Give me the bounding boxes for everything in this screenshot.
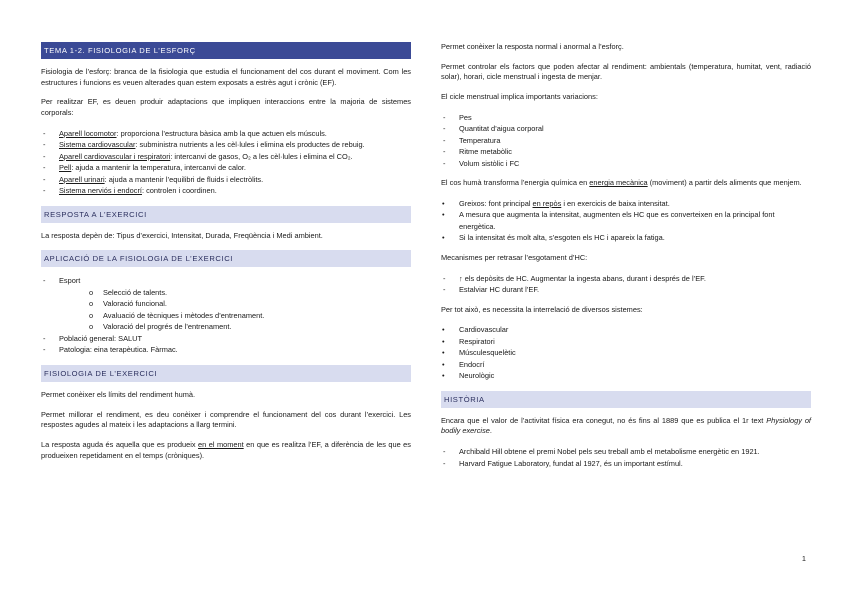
- list-item: - Sistema nerviós i endocrí: controlen i coordinen.: [41, 185, 411, 196]
- paragraph-energy: El cos humà transforma l’energia química en energia mecànica (moviment) a partir dels aliments que menjem.: [441, 178, 802, 188]
- list-item: - Esport o Selecció de talents. o Valoració funcional. o Avaluació de tècniques i mètodes d’entrenament. o Valoració del progrés de l’entrenament.: [41, 275, 411, 332]
- cycle-list: [441, 112, 811, 169]
- paragraph-acute-response: La resposta aguda és aquella que es produeix en el moment en que es realitza l’EF, a diferència de les que es produeixen repetidament en el temps (cròniques).: [41, 439, 411, 460]
- paragraph-normal-response: Permet conèixer la resposta normal i anormal a l’esforç.: [441, 42, 624, 51]
- list-item: • Cardiovascular: [441, 324, 811, 335]
- paragraph-mechanisms: Mecanismes per retrasar l’esgotament d’HC:: [441, 252, 588, 262]
- list-item: - ↑ els depòsits de HC. Augmentar la ingesta abans, durant i després de l’EF.: [441, 273, 811, 284]
- list-item: - Aparell locomotor: proporciona l’estructura bàsica amb la que actuen els músculs.: [41, 128, 411, 139]
- paragraph-performance: Permet millorar el rendiment, es deu conèixer i comprendre el funcionament del cos durant l’exercici. Les respostes agudes al mateix i les adaptacions a llarg termini.: [41, 409, 411, 430]
- list-item: • Neurològic: [441, 370, 811, 381]
- applications-list: [41, 275, 411, 355]
- list-item: - Ritme metabòlic: [441, 146, 811, 157]
- list-item: - Temperatura: [441, 135, 811, 146]
- section-heading-aplicacio: APLICACIÓ DE LA FISIOLOGIA DE L’EXERCICI: [41, 250, 411, 267]
- paragraph-history: Encara que el valor de l’activitat física era conegut, no és fins al 1889 que es publica el 1r text Physiology of bodily exercise.: [441, 415, 811, 436]
- page-number: 1: [801, 554, 806, 563]
- list-item: - Pes: [441, 112, 811, 123]
- paragraph-limits: Permet conèixer els límits del rendiment humà.: [41, 389, 196, 399]
- list-item: • Endocrí: [441, 359, 811, 370]
- mechanisms-list: [441, 273, 811, 296]
- systems-list: [41, 128, 411, 197]
- list-item: - Harvard Fatigue Laboratory, fundat al 1927, és un important estímul.: [441, 458, 811, 469]
- section-heading-fisiologia: FISIOLOGIA DE L’EXERCICI: [41, 365, 411, 382]
- list-item: - Població general: SALUT: [41, 333, 411, 344]
- section-heading-tema: TEMA 1-2. FISIOLOGIA DE L’ESFORÇ: [41, 42, 411, 59]
- left-column: [41, 42, 411, 470]
- list-item: - Sistema cardiovascular: subministra nutrients a les cèl·lules i elimina els productes de rebuig.: [41, 139, 411, 150]
- paragraph-response: La resposta depèn de: Tipus d’exercici, Intensitat, Durada, Freqüència i Medi ambient.: [41, 230, 323, 240]
- section-heading-historia: HISTÒRIA: [441, 391, 811, 408]
- paragraph-menstrual: El cicle menstrual implica importants variacions:: [441, 92, 598, 102]
- list-item: - Aparell urinari: ajuda a mantenir l’equilibri de fluids i electròlits.: [41, 174, 411, 185]
- list-item: • Músculesquelètic: [441, 347, 811, 358]
- body-systems-list: [441, 324, 811, 381]
- right-column: [441, 42, 811, 478]
- fuel-list: [441, 198, 811, 244]
- list-item: • A mesura que augmenta la intensitat, augmenten els HC que es converteixen en la principal font energètica.: [441, 209, 811, 232]
- paragraph-adaptations: Per realitzar EF, es deuen produir adaptacions que impliquen interaccions entre la majoria de sistemes corporals:: [41, 97, 411, 118]
- list-item: • Respiratori: [441, 336, 811, 347]
- list-item: - Aparell cardiovascular i respiratori: intercanvi de gasos, O₂ a les cèl·lules i elimina el CO₂.: [41, 151, 411, 162]
- history-list: [441, 446, 811, 469]
- list-item: o Valoració funcional.: [59, 298, 411, 309]
- list-item: - Quantitat d’aigua corporal: [441, 123, 811, 134]
- list-item: o Avaluació de tècniques i mètodes d’entrenament.: [59, 310, 411, 321]
- paragraph-factors: Permet controlar els factors que poden afectar al rendiment: ambientals (temperatura, humitat, vent, radiació solar), horari, cicle menstrual i ingesta de menjar.: [441, 61, 811, 82]
- list-item: - Patologia: eina terapèutica. Fàrmac.: [41, 344, 411, 355]
- list-item: - Pell: ajuda a mantenir la temperatura, intercanvi de calor.: [41, 162, 411, 173]
- paragraph-interrelation: Per tot això, es necessita la interrelació de diversos sistemes:: [441, 304, 643, 314]
- section-heading-resposta: RESPOSTA A L’EXERCICI: [41, 206, 411, 223]
- list-item: - Archibald Hill obtene el premi Nobel pels seu treball amb el metabolisme energètic en 1921.: [441, 446, 811, 457]
- paragraph-definition: Fisiologia de l’esforç: branca de la fisiologia que estudia el funcionament del cos durant el moviment. Com les estructures i funcions es veuen alterades quan estem exposats a estrès agut i crònic (EF).: [41, 67, 411, 87]
- list-item: o Selecció de talents.: [59, 287, 411, 298]
- list-item: • Greixos: font principal en repòs i en exercicis de baixa intensitat.: [441, 198, 811, 209]
- esport-sublist: [59, 287, 411, 333]
- list-item: • Si la intensitat és molt alta, s’esgoten els HC i apareix la fatiga.: [441, 232, 811, 243]
- list-item: - Volum sistòlic i FC: [441, 158, 811, 169]
- list-item: - Estalviar HC durant l’EF.: [441, 284, 811, 295]
- list-item: o Valoració del progrés de l’entrenament.: [59, 321, 411, 332]
